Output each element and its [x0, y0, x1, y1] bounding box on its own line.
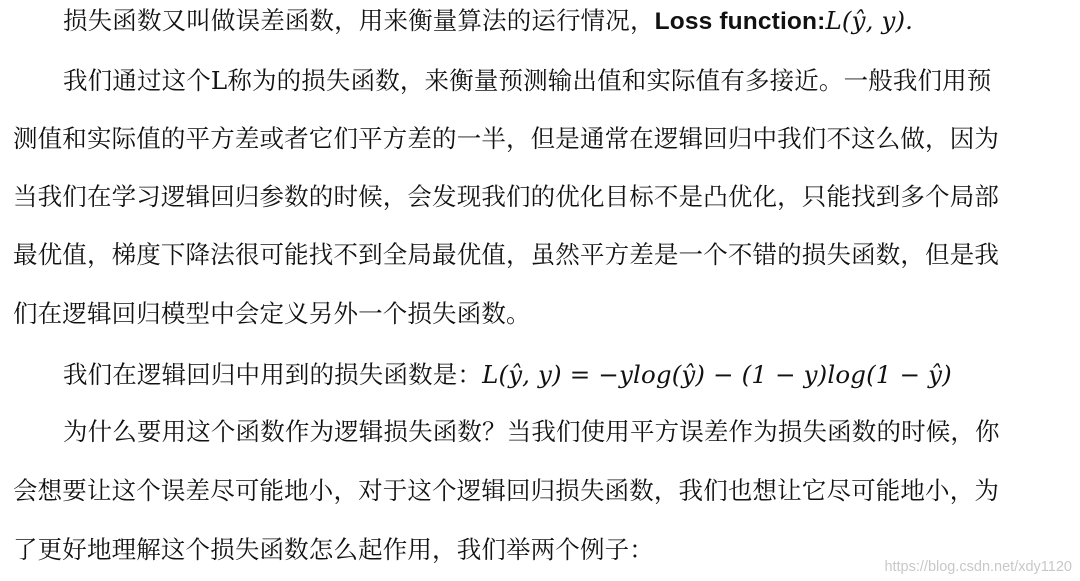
- paragraph-3-line-1: [63, 358, 952, 392]
- loss-function-formula: L(ŷ, y).: [825, 6, 914, 35]
- paragraph-2-line-3: 当我们在学习逻辑回归参数的时候，会发现我们的优化目标不是凸优化，只能找到多个局部: [13, 182, 999, 211]
- paragraph-4-line-3: 了更好地理解这个损失函数怎么起作用，我们举两个例子：: [13, 535, 654, 564]
- paragraph-4-line-1: 为什么要用这个函数作为逻辑损失函数？当我们使用平方误差作为损失函数的时候，你: [63, 417, 1000, 446]
- paragraph-1-line-1: [63, 4, 913, 39]
- loss-function-label: Loss function:: [654, 8, 826, 35]
- paragraph-1-text: 损失函数又叫做误差函数，用来衡量算法的运行情况，: [63, 6, 655, 35]
- paragraph-2-line-2: 测值和实际值的平方差或者它们平方差的一半，但是通常在逻辑回归中我们不这么做，因为: [13, 124, 999, 153]
- logistic-loss-formula: L(ŷ, y) = −ylog(ŷ) − (1 − y)log(1 − ŷ): [482, 360, 952, 389]
- paragraph-3-text: 我们在逻辑回归中用到的损失函数是：: [63, 360, 483, 389]
- paragraph-2-line-5: 们在逻辑回归模型中会定义另外一个损失函数。: [13, 299, 531, 328]
- paragraph-4-line-2: 会想要让这个误差尽可能地小，对于这个逻辑回归损失函数，我们也想让它尽可能地小，为: [13, 476, 999, 505]
- paragraph-2-line-4: 最优值，梯度下降法很可能找不到全局最优值，虽然平方差是一个不错的损失函数，但是我: [13, 240, 999, 269]
- paragraph-2-line-1: 我们通过这个L称为的损失函数，来衡量预测输出值和实际值有多接近。一般我们用预: [63, 66, 992, 95]
- watermark-url: https://blog.csdn.net/xdy1120: [884, 559, 1072, 575]
